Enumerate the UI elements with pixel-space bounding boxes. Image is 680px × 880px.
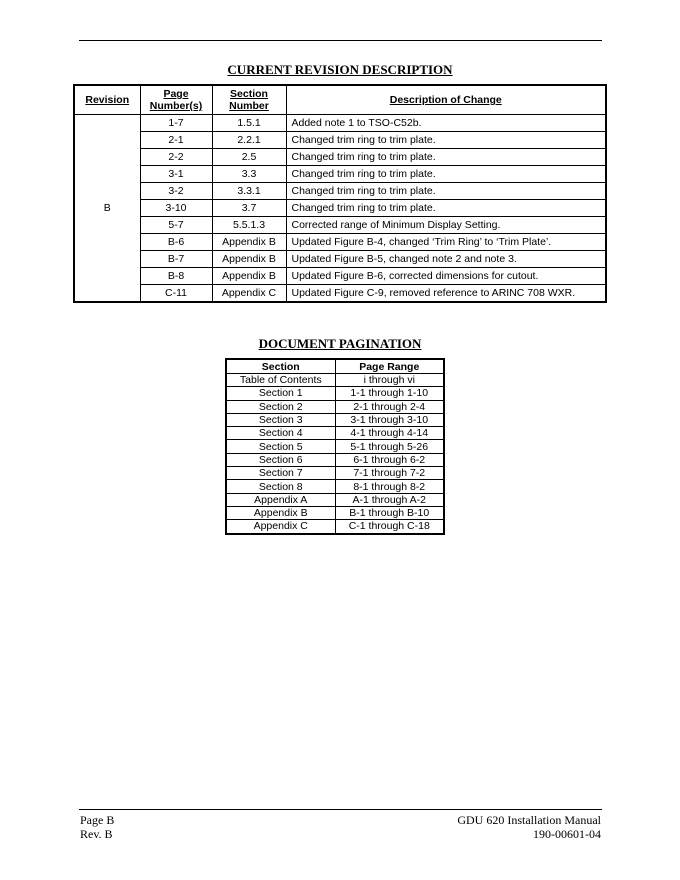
pagination-table-row [226, 467, 444, 480]
footer-doc-number: 190-00601-04 [533, 827, 601, 841]
page-number-cell: 3-2 [140, 183, 212, 200]
revision-table [73, 84, 607, 303]
pagination-table-row [226, 374, 444, 387]
pagination-range-cell: A-1 through A-2 [335, 493, 444, 506]
pagination-table-row [226, 453, 444, 466]
pagination-table-row [226, 506, 444, 519]
footer-right [457, 813, 601, 841]
pagination-section-cell: Section 2 [226, 400, 335, 413]
header-rule [79, 40, 602, 41]
revision-table-row [74, 217, 606, 234]
section-number-column-header: Section Number [212, 85, 286, 115]
revision-table-row [74, 268, 606, 285]
pagination-table-row [226, 400, 444, 413]
pagination-section-cell: Table of Contents [226, 374, 335, 387]
section-number-cell: 3.3.1 [212, 183, 286, 200]
section-number-cell: 3.3 [212, 166, 286, 183]
revision-column-header: Revision [74, 85, 140, 115]
pagination-range-cell: 3-1 through 3-10 [335, 413, 444, 426]
description-cell: Changed trim ring to trim plate. [286, 183, 606, 200]
revision-cell: B [74, 115, 140, 303]
page-number-cell: 3-1 [140, 166, 212, 183]
footer-left [80, 813, 114, 841]
page-number-cell: B-6 [140, 234, 212, 251]
footer-rule [79, 809, 602, 810]
description-cell: Updated Figure B-6, corrected dimensions for cutout. [286, 268, 606, 285]
section-number-cell: 2.2.1 [212, 132, 286, 149]
description-cell: Changed trim ring to trim plate. [286, 166, 606, 183]
description-column-header: Description of Change [286, 85, 606, 115]
pagination-table-row [226, 480, 444, 493]
pagination-section-cell: Section 3 [226, 413, 335, 426]
pagination-range-cell: B-1 through B-10 [335, 506, 444, 519]
pagination-table-row [226, 387, 444, 400]
pagination-section-cell: Section 1 [226, 387, 335, 400]
section-number-cell: 1.5.1 [212, 115, 286, 132]
page-number-cell: B-8 [140, 268, 212, 285]
section-number-cell: 3.7 [212, 200, 286, 217]
pagination-table-row [226, 413, 444, 426]
pagination-table-header-row [226, 359, 444, 374]
revision-table-header-row [74, 85, 606, 115]
description-cell: Corrected range of Minimum Display Setting. [286, 217, 606, 234]
section-number-cell: 5.5.1.3 [212, 217, 286, 234]
pagination-section-cell: Section 7 [226, 467, 335, 480]
revision-table-row [74, 183, 606, 200]
page-number-cell: 3-10 [140, 200, 212, 217]
revision-table-body [74, 115, 606, 303]
section-number-cell: Appendix B [212, 251, 286, 268]
revision-table-row [74, 234, 606, 251]
pagination-range-cell: C-1 through C-18 [335, 520, 444, 534]
section-number-cell: 2.5 [212, 149, 286, 166]
pagination-range-cell: 7-1 through 7-2 [335, 467, 444, 480]
pagination-section-cell: Section 4 [226, 427, 335, 440]
pagination-section-cell: Section 6 [226, 453, 335, 466]
pagination-range-cell: i through vi [335, 374, 444, 387]
pagination-range-cell: 4-1 through 4-14 [335, 427, 444, 440]
description-cell: Changed trim ring to trim plate. [286, 200, 606, 217]
pagination-range-cell: 1-1 through 1-10 [335, 387, 444, 400]
footer-page-label: Page B [80, 813, 115, 827]
description-cell: Added note 1 to TSO-C52b. [286, 115, 606, 132]
page-number-cell: C-11 [140, 285, 212, 303]
pagination-section-cell: Appendix C [226, 520, 335, 534]
page-number-cell: 5-7 [140, 217, 212, 234]
revision-table-row [74, 200, 606, 217]
pagination-range-cell: 5-1 through 5-26 [335, 440, 444, 453]
pagination-table-row [226, 440, 444, 453]
section-number-cell: Appendix C [212, 285, 286, 303]
description-cell: Updated Figure B-4, changed ‘Trim Ring’ to ‘Trim Plate’. [286, 234, 606, 251]
revision-table-row [74, 251, 606, 268]
pagination-section-cell: Appendix A [226, 493, 335, 506]
page-range-column-header: Page Range [335, 359, 444, 374]
footer-manual-title: GDU 620 Installation Manual [457, 813, 601, 827]
page-number-column-header: Page Number(s) [140, 85, 212, 115]
pagination-table-row [226, 493, 444, 506]
pagination-table-row [226, 427, 444, 440]
section-number-cell: Appendix B [212, 268, 286, 285]
revision-table-row [74, 285, 606, 303]
pagination-table-row [226, 520, 444, 534]
pagination-section-cell: Section 8 [226, 480, 335, 493]
description-cell: Changed trim ring to trim plate. [286, 149, 606, 166]
pagination-range-cell: 6-1 through 6-2 [335, 453, 444, 466]
footer-rev-label: Rev. B [80, 827, 113, 841]
revision-table-row [74, 149, 606, 166]
revision-description-title: CURRENT REVISION DESCRIPTION [227, 62, 453, 77]
document-pagination-title: DOCUMENT PAGINATION [258, 336, 422, 351]
description-cell: Updated Figure B-5, changed note 2 and note 3. [286, 251, 606, 268]
section-column-header: Section [226, 359, 335, 374]
pagination-range-cell: 2-1 through 2-4 [335, 400, 444, 413]
revision-table-row [74, 166, 606, 183]
page-number-cell: 1-7 [140, 115, 212, 132]
revision-table-row [74, 115, 606, 132]
description-cell: Updated Figure C-9, removed reference to ARINC 708 WXR. [286, 285, 606, 303]
page-number-cell: B-7 [140, 251, 212, 268]
section-number-cell: Appendix B [212, 234, 286, 251]
pagination-table-body [226, 374, 444, 534]
revision-table-row [74, 132, 606, 149]
description-cell: Changed trim ring to trim plate. [286, 132, 606, 149]
pagination-table [225, 358, 445, 535]
pagination-section-cell: Section 5 [226, 440, 335, 453]
pagination-section-cell: Appendix B [226, 506, 335, 519]
page-number-cell: 2-1 [140, 132, 212, 149]
pagination-range-cell: 8-1 through 8-2 [335, 480, 444, 493]
page-number-cell: 2-2 [140, 149, 212, 166]
